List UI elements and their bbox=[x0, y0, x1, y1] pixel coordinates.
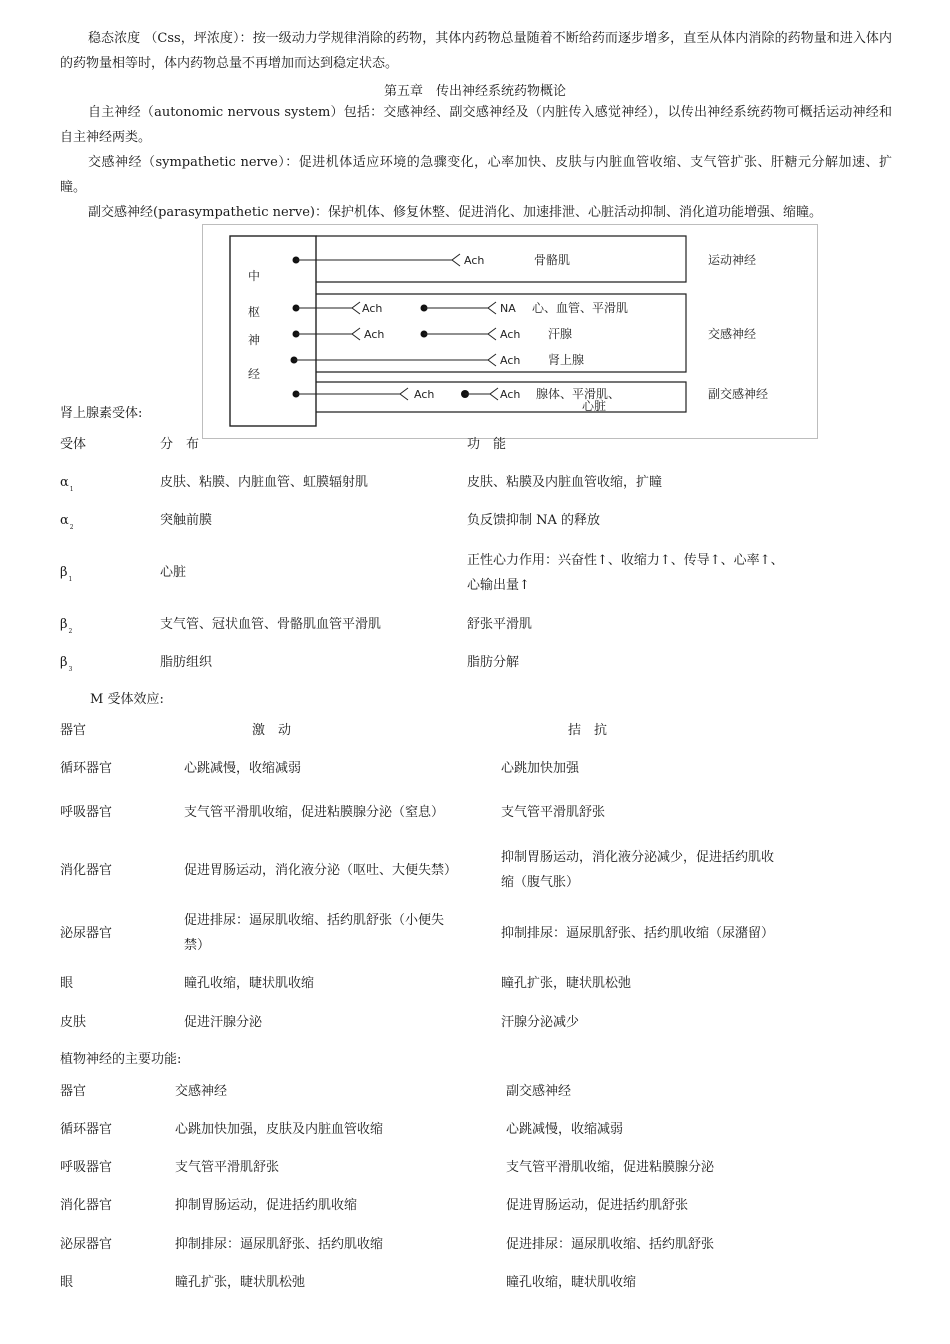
synapse-fork bbox=[352, 328, 360, 340]
cns-char: 枢 bbox=[248, 305, 261, 319]
header-agonist: 激 动 bbox=[252, 723, 292, 738]
header-antagonist: 拮 抗 bbox=[568, 723, 608, 738]
distribution-cell: 支气管、冠状血管、骨骼肌血管平滑肌 bbox=[160, 617, 382, 632]
adrenergic-heading: 肾上腺素受体: bbox=[60, 406, 143, 421]
distribution-cell: 皮肤、粘膜、内脏血管、虹膜辐射肌 bbox=[160, 475, 369, 490]
header-distribution: 分 布 bbox=[160, 437, 200, 452]
organ-cell: 循环器官 bbox=[60, 761, 113, 776]
na-label: NA bbox=[500, 302, 516, 315]
distribution-cell: 脂肪组织 bbox=[160, 655, 213, 670]
agonist-cell: 支气管平滑肌收缩，促进粘膜腺分泌（窒息） bbox=[184, 805, 445, 820]
synapse-fork bbox=[488, 354, 496, 366]
parasympathetic-cell: 瞳孔收缩，睫状肌收缩 bbox=[506, 1275, 637, 1290]
target-skeletal-muscle: 骨骼肌 bbox=[534, 253, 571, 267]
organ-cell: 泌尿器官 bbox=[60, 1237, 113, 1252]
autonomic-heading: 植物神经的主要功能: bbox=[60, 1052, 182, 1067]
paragraph-parasympathetic: 副交感神经(parasympathetic nerve)：保护机体、修复休整、促进消化、加速排泄、心脏活动抑制、消化道功能增强、缩瞳。 bbox=[88, 205, 822, 220]
header-receptor: 受体 bbox=[60, 437, 87, 452]
organ-cell: 呼吸器官 bbox=[60, 1160, 113, 1175]
function-cell: 脂肪分解 bbox=[467, 655, 520, 670]
agonist-cell: 促进胃肠运动，消化液分泌（呕吐、大便失禁） bbox=[184, 863, 458, 878]
header-organ: 器官 bbox=[60, 723, 87, 738]
header-function: 功 能 bbox=[467, 437, 507, 452]
agonist-cell: 心跳减慢，收缩减弱 bbox=[184, 761, 302, 776]
synapse-fork bbox=[400, 388, 408, 400]
organ-cell: 消化器官 bbox=[60, 863, 113, 878]
paragraph-steady-state: 稳态浓度 （Css，坪浓度）：按一级动力学规律消除的药物，其体内药物总量随着不断给药而逐步增多，直至从体内消除的药物量和进入体内的药物量相等时，体内药物总量不再增加而达到稳定状态。 bbox=[60, 31, 892, 71]
target-sweat-glands: 汗腺 bbox=[548, 327, 573, 341]
parasympathetic-cell: 心跳减慢，收缩减弱 bbox=[506, 1122, 624, 1137]
antagonist-cell: 支气管平滑肌舒张 bbox=[501, 805, 606, 820]
organ-cell: 循环器官 bbox=[60, 1122, 113, 1137]
sympathetic-cell: 支气管平滑肌舒张 bbox=[175, 1160, 280, 1175]
antagonist-cell: 抑制排尿：逼尿肌舒张、括约肌收缩（尿潴留） bbox=[501, 926, 775, 941]
antagonist-cell: 瞳孔扩张，睫状肌松弛 bbox=[501, 976, 632, 991]
cns-box bbox=[230, 236, 316, 426]
header-sympathetic: 交感神经 bbox=[175, 1084, 228, 1099]
antagonist-cell: 汗腺分泌减少 bbox=[501, 1015, 580, 1030]
m-receptor-heading: M 受体效应: bbox=[90, 692, 164, 707]
cns-char: 经 bbox=[248, 367, 261, 381]
receptor-symbol: $\beta_2$ bbox=[60, 617, 73, 635]
organ-cell: 眼 bbox=[60, 1275, 74, 1290]
label-sympathetic-nerve: 交感神经 bbox=[708, 327, 757, 341]
header-organ: 器官 bbox=[60, 1084, 87, 1099]
antagonist-cell: 心跳加快加强 bbox=[501, 761, 580, 776]
parasympathetic-cell: 支气管平滑肌收缩，促进粘膜腺分泌 bbox=[506, 1160, 715, 1175]
synapse-fork bbox=[488, 328, 496, 340]
sympathetic-cell: 抑制排尿：逼尿肌舒张、括约肌收缩 bbox=[175, 1237, 384, 1252]
parasympathetic-cell: 促进排尿：逼尿肌收缩、括约肌舒张 bbox=[506, 1237, 715, 1252]
organ-cell: 泌尿器官 bbox=[60, 926, 113, 941]
ach-label: Ach bbox=[362, 302, 383, 315]
synapse-fork bbox=[490, 388, 498, 400]
label-parasympathetic-nerve: 副交感神经 bbox=[708, 387, 769, 401]
organ-cell: 呼吸器官 bbox=[60, 805, 113, 820]
parasympathetic-cell: 促进胃肠运动，促进括约肌舒张 bbox=[506, 1198, 689, 1213]
function-cell: 正性心力作用：兴奋性↑、收缩力↑、传导↑、心率↑、 bbox=[467, 553, 784, 568]
cns-char: 中 bbox=[248, 269, 261, 283]
function-cell: 皮肤、粘膜及内脏血管收缩，扩瞳 bbox=[467, 475, 663, 490]
function-cell-continued: 心输出量↑ bbox=[467, 578, 530, 593]
target-heart: 心脏 bbox=[582, 399, 607, 413]
target-glands-smooth-muscle: 腺体、平滑肌、 bbox=[536, 387, 621, 401]
receptor-symbol: $\alpha_1$ bbox=[60, 475, 74, 493]
distribution-cell: 突触前膜 bbox=[160, 513, 213, 528]
organ-cell: 消化器官 bbox=[60, 1198, 113, 1213]
ach-label: Ach bbox=[464, 254, 485, 267]
paragraph-autonomic: 自主神经（autonomic nervous system）包括：交感神经、副交感神经及（内脏传入感觉神经），以传出神经系统药物可概括运动神经和自主神经两类。 bbox=[60, 105, 892, 145]
chapter-title: 第五章 传出神经系统药物概论 bbox=[383, 84, 566, 99]
organ-cell: 皮肤 bbox=[60, 1015, 87, 1030]
ach-label: Ach bbox=[414, 388, 435, 401]
synapse-fork bbox=[488, 302, 496, 314]
target-heart-vessels: 心、血管、平滑肌 bbox=[532, 301, 629, 315]
header-parasympathetic: 副交感神经 bbox=[506, 1084, 572, 1099]
ach-label: Ach bbox=[500, 354, 521, 367]
target-adrenal: 肾上腺 bbox=[548, 353, 585, 367]
paragraph-sympathetic: 交感神经（sympathetic nerve）：促进机体适应环境的急骤变化，心率加快、皮肤与内脏血管收缩、支气管扩张、肝糖元分解加速、扩瞳。 bbox=[60, 155, 892, 195]
motor-group-border bbox=[316, 236, 686, 282]
receptor-symbol: $\beta_1$ bbox=[60, 565, 73, 583]
agonist-cell: 促进排尿：逼尿肌收缩、括约肌舒张（小便失 bbox=[184, 913, 445, 928]
ach-label: Ach bbox=[500, 328, 521, 341]
cns-char: 神 bbox=[248, 333, 261, 347]
receptor-symbol: $\alpha_2$ bbox=[60, 513, 74, 531]
synapse-fork bbox=[452, 254, 460, 266]
antagonist-cell-continued: 缩（腹气胀） bbox=[501, 875, 580, 890]
agonist-cell-continued: 禁） bbox=[184, 938, 211, 953]
antagonist-cell: 抑制胃肠运动，消化液分泌减少，促进括约肌收 bbox=[501, 850, 775, 865]
agonist-cell: 瞳孔收缩，睫状肌收缩 bbox=[184, 976, 315, 991]
nervous-system-diagram bbox=[202, 224, 818, 439]
distribution-cell: 心脏 bbox=[160, 565, 187, 580]
function-cell: 负反馈抑制 NA 的释放 bbox=[467, 513, 601, 528]
receptor-symbol: $\beta_3$ bbox=[60, 655, 73, 673]
sympathetic-cell: 瞳孔扩张，睫状肌松弛 bbox=[175, 1275, 306, 1290]
organ-cell: 眼 bbox=[60, 976, 74, 991]
sympathetic-cell: 心跳加快加强，皮肤及内脏血管收缩 bbox=[175, 1122, 384, 1137]
sympathetic-cell: 抑制胃肠运动，促进括约肌收缩 bbox=[175, 1198, 358, 1213]
label-motor-nerve: 运动神经 bbox=[708, 253, 757, 267]
function-cell: 舒张平滑肌 bbox=[467, 617, 533, 632]
synapse-fork bbox=[352, 302, 360, 314]
agonist-cell: 促进汗腺分泌 bbox=[184, 1015, 263, 1030]
ach-label: Ach bbox=[364, 328, 385, 341]
ach-label: Ach bbox=[500, 388, 521, 401]
